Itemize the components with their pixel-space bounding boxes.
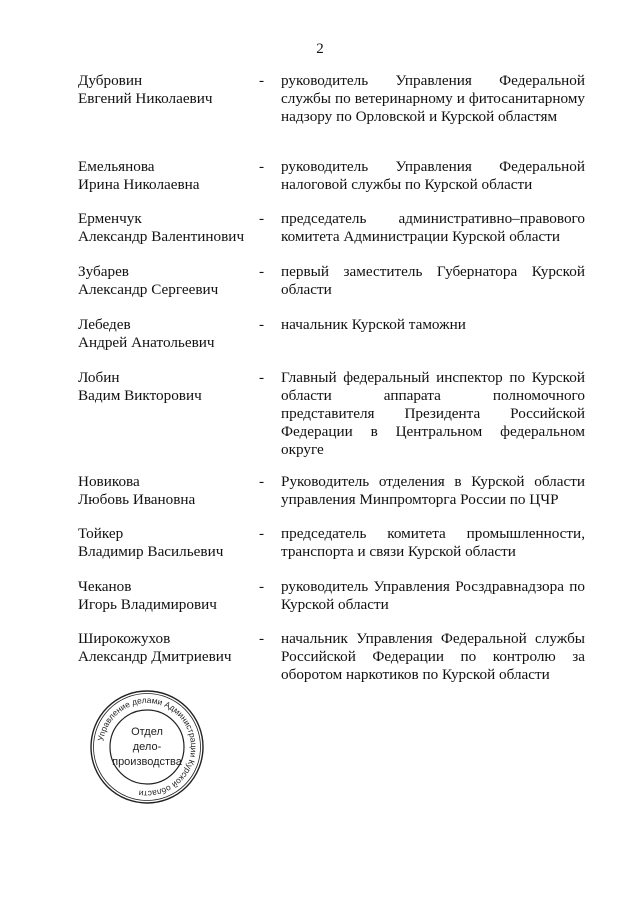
member-given-names: Александр Валентинович — [78, 228, 245, 245]
entry-dash: - — [259, 72, 265, 89]
member-name — [78, 473, 253, 509]
member-name — [78, 630, 253, 666]
member-given-names: Ирина Николаевна — [78, 176, 200, 193]
member-surname: Зубарев — [78, 263, 129, 280]
entry-dash: - — [259, 158, 265, 175]
department-stamp — [88, 688, 206, 806]
member-name — [78, 210, 253, 246]
stamp-line-2: дело- — [132, 741, 162, 753]
stamp-line-3: производства — [112, 756, 182, 768]
member-surname: Чеканов — [78, 578, 132, 595]
stamp-line-1: Отдел — [131, 726, 163, 738]
member-role: председатель комитета промышленности, транспорта и связи Курской области — [281, 525, 585, 560]
member-surname: Лобин — [78, 369, 120, 386]
member-surname: Лебедев — [78, 316, 131, 333]
stamp-ring-text: Управление делами Администрации Курской области — [95, 694, 200, 800]
member-role: руководитель Управления Федеральной службы по ветеринарному и фитосанитарному надзору по Орловской и Курской областям — [281, 72, 585, 125]
member-role: начальник Курской таможни — [281, 316, 466, 333]
member-surname: Тойкер — [78, 525, 124, 542]
entry-dash: - — [259, 473, 265, 490]
member-role: руководитель Управления Федеральной налоговой службы по Курской области — [281, 158, 585, 193]
entry-dash: - — [259, 263, 265, 280]
member-name — [78, 158, 253, 194]
member-role: Главный федеральный инспектор по Курской области аппарата полномочного представителя Президента Российской Федерации в Центральном федеральном округе — [281, 369, 585, 458]
entry-dash: - — [259, 369, 265, 386]
entry-dash: - — [259, 525, 265, 542]
member-given-names: Вадим Викторович — [78, 387, 202, 404]
member-given-names: Александр Дмитриевич — [78, 648, 232, 665]
entry-dash: - — [259, 630, 265, 647]
entry-dash: - — [259, 578, 265, 595]
member-given-names: Александр Сергеевич — [78, 281, 219, 298]
entry-dash: - — [259, 316, 265, 333]
member-role: Руководитель отделения в Курской области управления Минпромторга России по ЦЧР — [281, 473, 585, 508]
member-name — [78, 316, 253, 352]
member-surname: Дубровин — [78, 72, 143, 89]
member-name — [78, 525, 253, 561]
page-number: 2 — [316, 41, 324, 57]
member-given-names: Владимир Васильевич — [78, 543, 224, 560]
member-given-names: Андрей Анатольевич — [78, 334, 215, 351]
member-name — [78, 578, 253, 614]
member-surname: Ерменчук — [78, 210, 142, 227]
member-surname: Новикова — [78, 473, 140, 490]
member-given-names: Евгений Николаевич — [78, 90, 213, 107]
member-surname: Емельянова — [78, 158, 155, 175]
member-surname: Широкожухов — [78, 630, 171, 647]
member-given-names: Игорь Владимирович — [78, 596, 217, 613]
member-role: председатель административно–правового комитета Администрации Курской области — [281, 210, 585, 245]
member-role: начальник Управления Федеральной службы Российской Федерации по контролю за оборотом наркотиков по Курской области — [281, 630, 585, 683]
member-name — [78, 263, 253, 299]
member-name — [78, 369, 253, 405]
member-name — [78, 72, 253, 108]
entry-dash: - — [259, 210, 265, 227]
member-role: первый заместитель Губернатора Курской области — [281, 263, 585, 298]
member-given-names: Любовь Ивановна — [78, 491, 196, 508]
member-role: руководитель Управления Росздравнадзора по Курской области — [281, 578, 585, 613]
